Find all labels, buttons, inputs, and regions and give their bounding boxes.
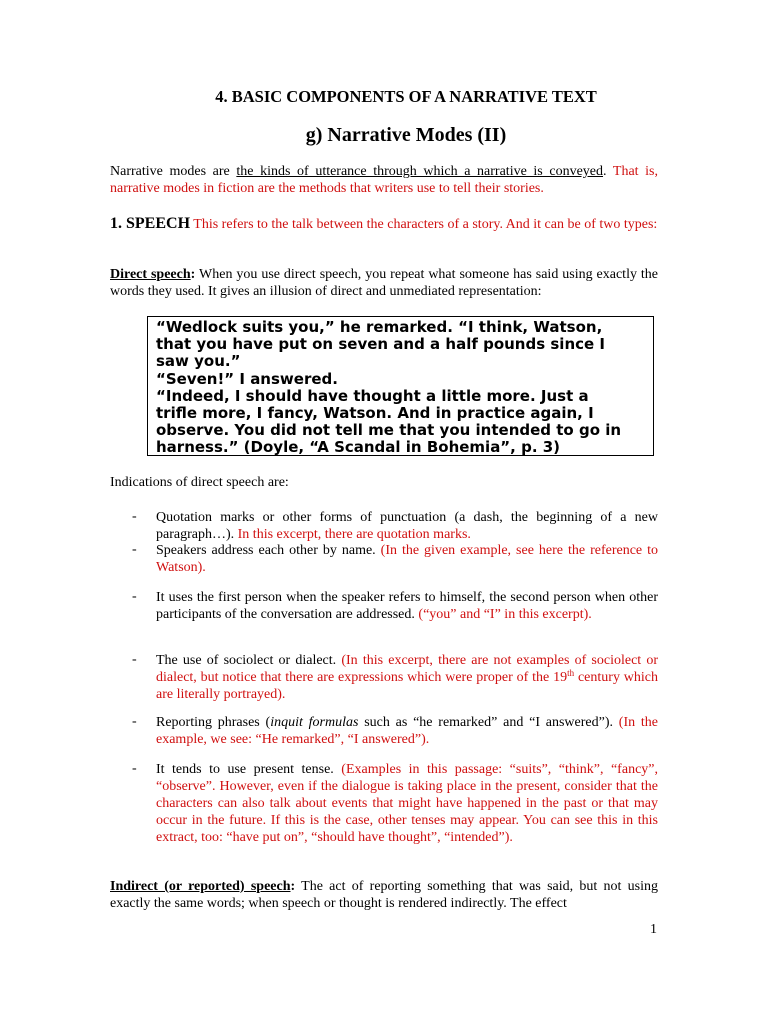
bullet-text: The use of sociolect or dialect.: [156, 653, 337, 668]
direct-speech-paragraph: [110, 266, 658, 300]
bullet-item: [156, 589, 658, 623]
intro-red-note: That is, narrative modes in fiction are the methods that writers use to tell their stories.: [110, 164, 659, 196]
bullet-item: [156, 542, 658, 576]
bullet-item: [156, 509, 658, 543]
quote-line: “Seven!” I answered.: [156, 369, 338, 388]
bullet-text: It uses the first person when the speaker refers to himself, the second person when other participants of the conversation are addressed.: [156, 590, 658, 622]
quote-line: observe. You did not tell me that you intended to go in: [156, 421, 622, 440]
bullet-red-part: (In this excerpt, there are not examples of sociolect or dialect, but notice that there are expressions which were proper of the 19: [156, 653, 659, 685]
quote-line: that you have put on seven and a half pounds since I: [156, 335, 605, 354]
indirect-speech-paragraph: [110, 878, 658, 912]
speech-title: 1. SPEECH: [110, 215, 191, 232]
intro-period: .: [603, 164, 607, 179]
bullet-red-note: In this excerpt, there are quotation marks.: [234, 527, 471, 542]
quote-line: “Indeed, I should have thought a little more. Just a: [156, 386, 589, 405]
section-heading: 4. BASIC COMPONENTS OF A NARRATIVE TEXT: [215, 87, 597, 106]
bullet-item: [156, 652, 658, 703]
quote-line: trifle more, I fancy, Watson. And in practice again, I: [156, 404, 594, 423]
bullet-item: [156, 714, 658, 748]
direct-speech-colon: :: [190, 267, 196, 282]
direct-speech-label: Direct speech: [110, 267, 191, 282]
indirect-speech-label: Indirect (or reported) speech: [110, 879, 291, 894]
bullet-dash: -: [132, 589, 137, 604]
bullet-red-note: (Examples in this passage: “suits”, “think”, “fancy”, “observe”. However, even if the dialogue is taking place in the present, consider that the characters can also talk about events that might have happened in the past or that may occur in the future. If this is the case, other tenses may appear. You can see this in this extract, too: “have put on”, “should have thought”, “intended”).: [156, 762, 658, 845]
indirect-speech-colon: :: [290, 879, 296, 894]
intro-paragraph: [110, 163, 658, 197]
bullet-text: Quotation marks or other forms of punctuation (a dash, the beginning of a new paragraph…).: [156, 510, 658, 542]
bullet-text: Reporting phrases (: [156, 715, 271, 730]
bullet-text: such as “he remarked” and “I answered”).: [358, 715, 614, 730]
intro-underlined-definition: the kinds of utterance through which a narrative is conveyed: [236, 164, 604, 179]
subsection-heading: g) Narrative Modes (II): [305, 124, 507, 146]
bullet-red-note: (In the example, we see: “He remarked”, “I answered”).: [156, 715, 658, 747]
quote-line: “Wedlock suits you,” he remarked. “I think, Watson,: [156, 318, 603, 336]
intro-text: Narrative modes are: [110, 164, 237, 179]
bullet-dash: -: [132, 652, 137, 667]
bullet-red-part: century which are literally portrayed).: [156, 670, 658, 702]
direct-speech-text: When you use direct speech, you repeat what someone has said using exactly the words they used. It gives an illusion of direct and unmediated representation:: [110, 267, 658, 299]
speech-description: This refers to the talk between the characters of a story. And it can be of two types:: [190, 217, 658, 232]
speech-paragraph: [110, 215, 658, 233]
bullet-dash: -: [132, 542, 137, 557]
bullet-dash: -: [132, 509, 137, 524]
indirect-speech-text: The act of reporting something that was said, but not using exactly the same words; when speech or thought is rendered indirectly. The effect: [110, 879, 658, 911]
bullet-text: Speakers address each other by name.: [156, 543, 376, 558]
page-number: 1: [650, 922, 657, 937]
bullet-red-note: (In the given example, see here the reference to Watson).: [156, 543, 658, 575]
bullet-italic-term: inquit formulas: [270, 715, 359, 730]
bullet-text: It tends to use present tense.: [156, 762, 334, 777]
quote-line: harness.” (Doyle, “A Scandal in Bohemia”, p. 3): [156, 438, 561, 457]
bullet-item: [156, 761, 658, 846]
bullet-dash: -: [132, 761, 137, 776]
bullet-red-note: (“you” and “I” in this excerpt).: [414, 607, 592, 622]
superscript-th: th: [567, 668, 575, 678]
bullet-dash: -: [132, 714, 137, 729]
quote-line: saw you.”: [156, 352, 241, 371]
indications-intro: Indications of direct speech are:: [110, 475, 289, 490]
quote-box: [147, 316, 654, 456]
